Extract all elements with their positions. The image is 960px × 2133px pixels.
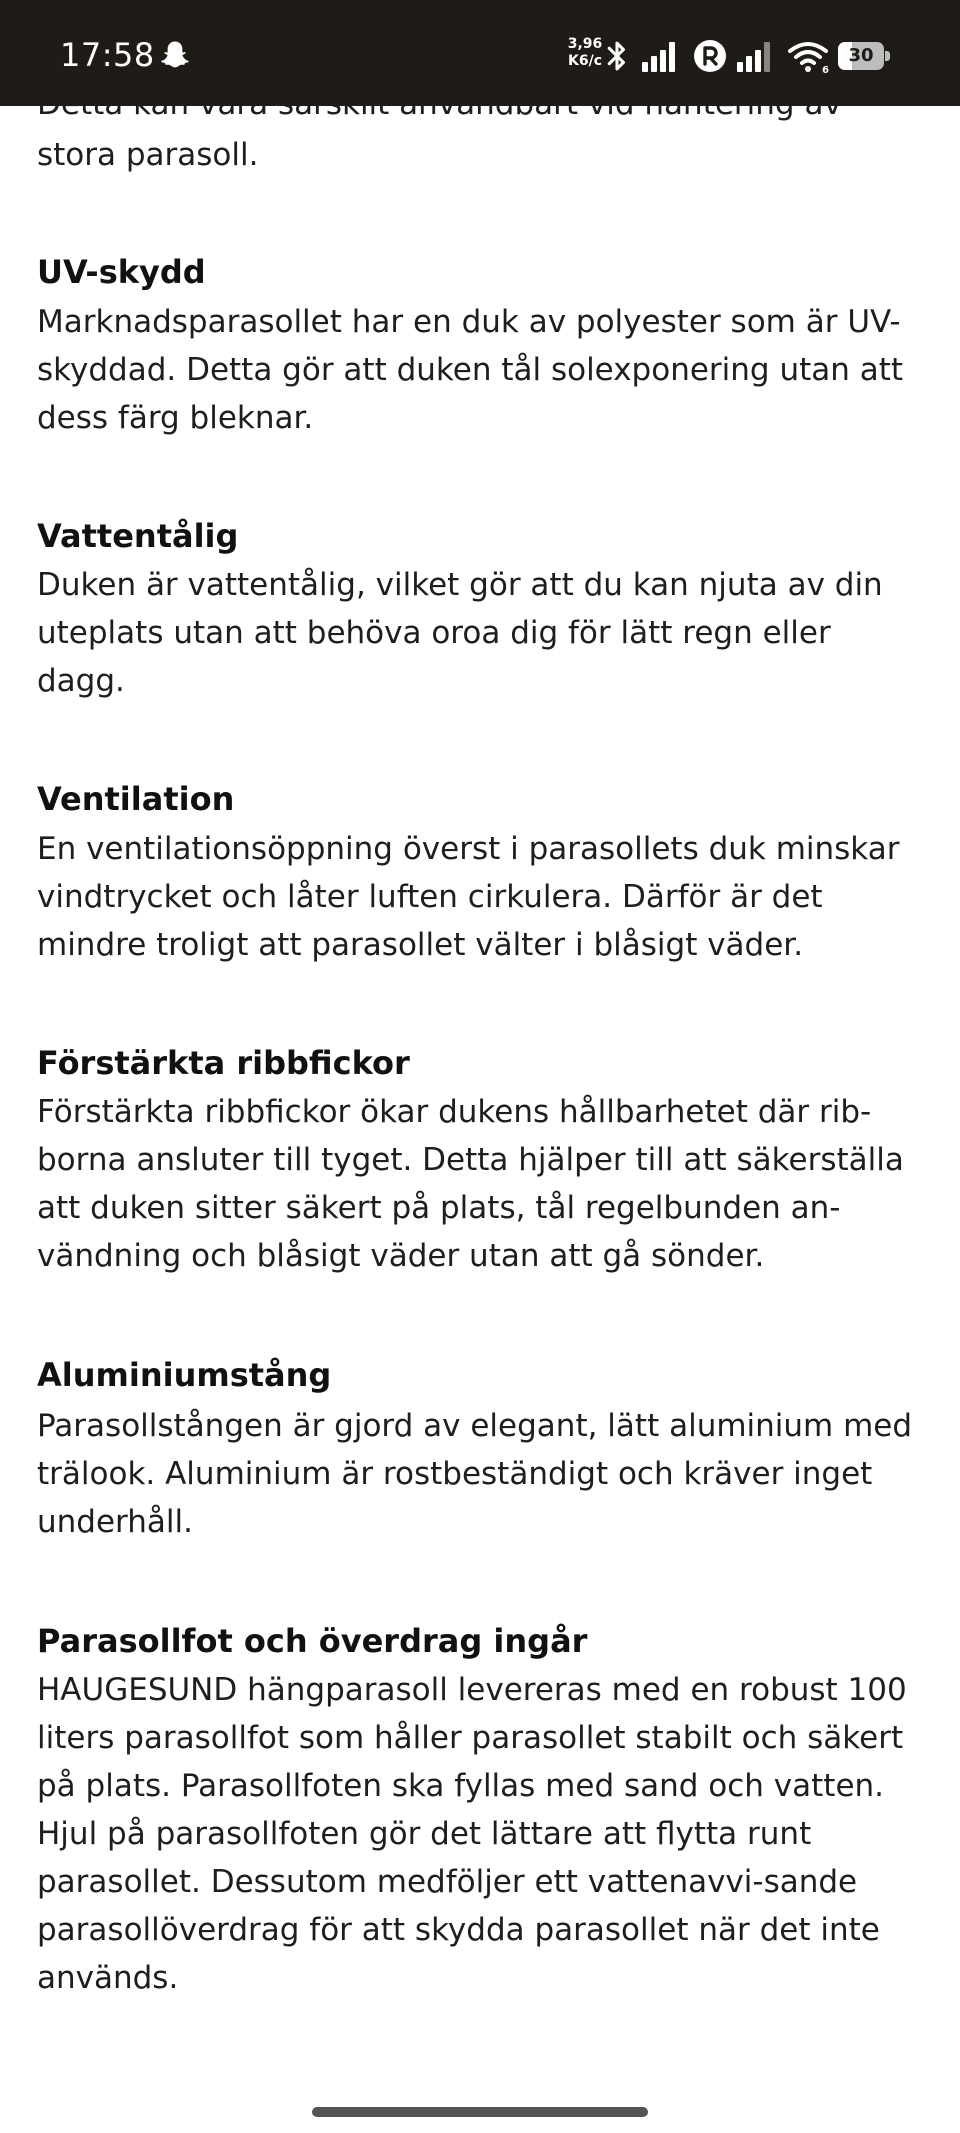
signal-icon [640,38,682,74]
battery-icon [838,42,890,70]
network-speed [563,36,607,70]
section-heading-parasollfot: Parasollfot och överdrag ingår [37,1622,588,1660]
snapchat-icon [158,38,192,72]
roaming-r-icon [692,38,728,74]
section-heading-ventilation: Ventilation [37,780,235,818]
section-body-uv-skydd: Marknadsparasollet har en duk av polyester som är UV-skyddad. Detta gör att duken tål solexponering utan att dess färg bleknar. [37,304,904,436]
intro-partial-line2: stora parasoll. [37,137,259,173]
signal-icon [735,38,777,74]
section-heading-forstarkta-ribbfickor: Förstärkta ribbfickor [37,1044,410,1082]
bluetooth-icon [604,38,630,74]
section-heading-vattentalig: Vattentålig [37,517,239,555]
wifi-icon [786,38,830,74]
battery-level: 30 [848,45,874,66]
home-indicator[interactable] [312,2107,648,2117]
section-body-forstarkta-ribbfickor: Förstärkta ribbfickor ökar dukens hållbarhetet där rib-borna ansluter till tyget. Detta hjälper till att säkerställa att duken sitter säkert på plats, tål regelbunden an-vändning och blåsigt väder utan att gå sönder. [37,1094,904,1274]
section-body-parasollfot: HAUGESUND hängparasoll levereras med en robust 100 liters parasollfot som håller parasollet stabilt och säkert på plats. Parasollfoten ska fyllas med sand och vatten. Hjul på parasollfoten gör det lättare att flytta runt parasollet. Dessutom medföljer ett vattenavvi-sande parasollöverdrag för att skydda parasollet när det inte används. [37,1672,907,1996]
status-time: 17:58 [60,36,155,74]
section-body-aluminiumstang: Parasollstången är gjord av elegant, lätt aluminium med trälook. Aluminium är rostbeständigt och kräver inget underhåll. [37,1408,913,1540]
svg-text:6: 6 [822,65,829,74]
network-speed-unit: K6/c [567,53,602,69]
section-heading-uv-skydd: UV-skydd [37,253,206,291]
battery-cap [885,51,890,61]
network-speed-value: 3,96 [567,36,603,52]
section-body-ventilation: En ventilationsöppning överst i parasollets duk minskar vindtrycket och låter luften cirkulera. Därför är det mindre troligt att parasollet välter i blåsigt väder. [37,831,900,963]
status-bar [0,0,960,106]
section-heading-aluminiumstang: Aluminiumstång [37,1356,332,1394]
section-body-vattentalig: Duken är vattentålig, vilket gör att du kan njuta av din uteplats utan att behöva oroa dig för lätt regn eller dagg. [37,567,883,699]
